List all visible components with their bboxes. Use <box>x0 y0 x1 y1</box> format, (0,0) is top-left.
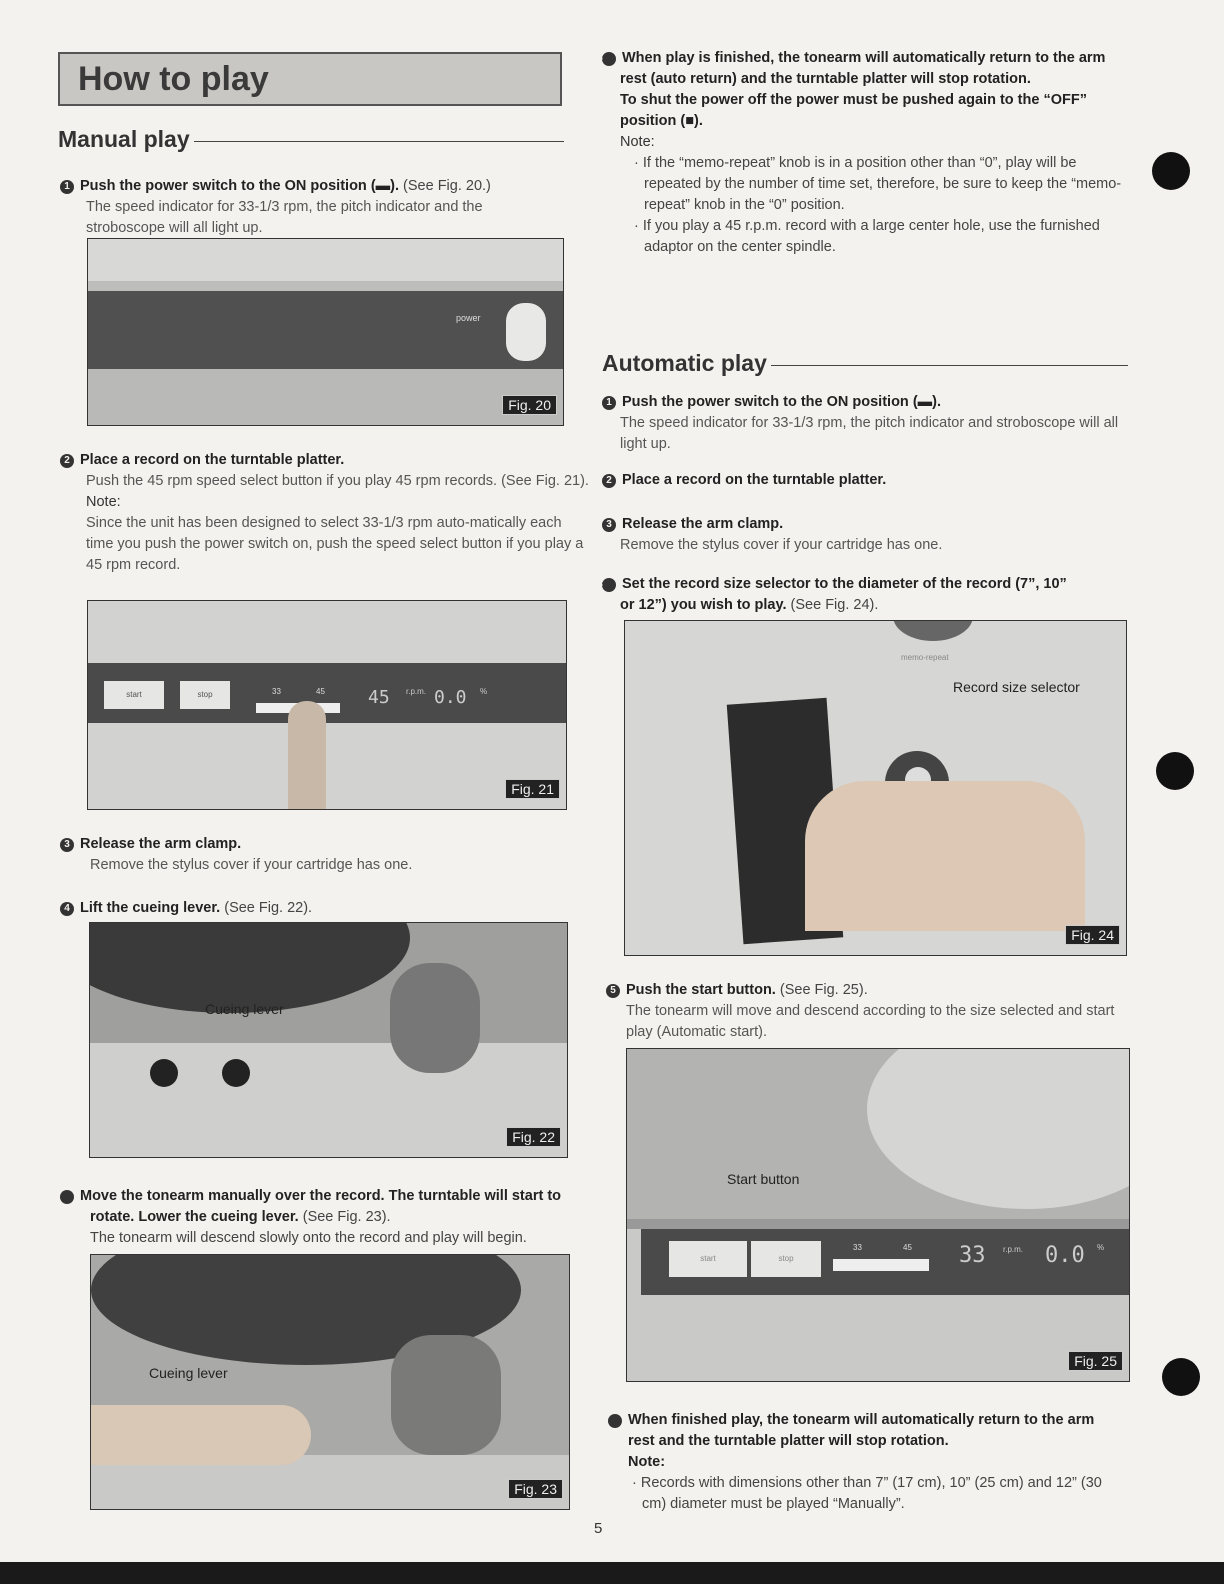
page-title-box <box>58 52 562 106</box>
figure-24: memo-repeat Record size selector Fig. 24 <box>624 620 1127 956</box>
figure-23 <box>90 1254 570 1510</box>
fig-20-label: Fig. 20 <box>502 395 557 415</box>
automatic-play-heading: Automatic play <box>602 350 1128 377</box>
cueing-lever-callout-2: Cueing lever <box>149 1365 228 1381</box>
auto-step-6: 6 When finished play, the tonearm will automatically return to the arm rest and the turntable platter will stop rotation. Note: · Records with dimensions other than 7” (17 cm), 10” (25 cm) and 12” (30 cm) diameter must be played “Manually”. <box>608 1410 1118 1515</box>
figure-21: start stop 33 45 45 r.p.m. 0.0 % Fig. 21 <box>87 600 567 810</box>
fig-22-label: Fig. 22 <box>506 1127 561 1147</box>
punch-hole <box>1152 152 1190 190</box>
auto-step-3: 3 Release the arm clamp. Remove the stylus cover if your cartridge has one. <box>602 514 1132 556</box>
figure-20 <box>87 238 564 426</box>
manual-step-4: 4 Lift the cueing lever. (See Fig. 22). <box>60 898 560 919</box>
punch-hole <box>1156 752 1194 790</box>
power-label: power <box>456 313 481 323</box>
auto-step-2: 2 Place a record on the turntable platter. <box>602 470 1132 491</box>
figure-22 <box>89 922 568 1158</box>
fig-23-label: Fig. 23 <box>508 1479 563 1499</box>
punch-hole <box>1162 1358 1200 1396</box>
cueing-lever-callout: Cueing lever <box>205 1001 284 1017</box>
fig-24-label: Fig. 24 <box>1065 925 1120 945</box>
note-bullet-2: · If you play a 45 r.p.m. record with a large center hole, use the furnished adaptor on the center spindle. <box>634 218 1100 255</box>
fig-21-label: Fig. 21 <box>505 779 560 799</box>
auto-step-5: 5 Push the start button. (See Fig. 25). The tonearm will move and descend according to the size selected and start play (Automatic start). <box>606 980 1126 1043</box>
manual-step-5: 5 Move the tonearm manually over the record. The turntable will start to rotate. Lower the cueing lever. (See Fig. 23). The tonearm will descend slowly onto the record and play will begin. <box>49 1188 562 1246</box>
auto-step-4: 4 Set the record size selector to the diameter of the record (7”, 10” or 12”) you wish to play. (See Fig. 24). <box>597 576 1067 613</box>
page-number: 5 <box>594 1520 603 1537</box>
record-size-selector-callout: Record size selector <box>953 679 1080 695</box>
manual-play-heading: Manual play <box>58 126 564 153</box>
figure-25: start stop 33 45 33 r.p.m. 0.0 % Start button Fig. 25 <box>626 1048 1130 1382</box>
start-button-callout: Start button <box>727 1171 800 1187</box>
auto-step-1: 1 Push the power switch to the ON position (▬). The speed indicator for 33-1/3 rpm, the pitch indicator and stroboscope will all light up. <box>602 392 1132 455</box>
manual-step-2: 2 Place a record on the turntable platter. Push the 45 rpm speed select button if you play 45 rpm records. (See Fig. 21). Note: Since the unit has been designed to select 33-1/3 rpm auto-matically each time you push the power switch on, push the speed select button if you play a 45 rpm record. <box>60 450 590 576</box>
manual-step-6: 6 When play is finished, the tonearm will automatically return to the arm rest (auto return) and the turntable platter will stop rotation. To shut the power off the power must be pushed again to the “OFF” position (■). Note: · If the “memo-repeat” knob is in a position other than “0”, play will be repeated by the number of time set, therefore, be sure to keep the “memo-repeat” knob in the “0” position. · If you play a 45 r.p.m. record with a large center hole, use the furnished adaptor on the center spindle. <box>602 48 1132 258</box>
note-bullet-1: · If the “memo-repeat” knob is in a position other than “0”, play will be repeated by the number of time set, therefore, be sure to keep the “memo-repeat” knob in the “0” position. <box>634 155 1122 213</box>
page-title: How to play <box>78 60 269 98</box>
step-number-1: 1 <box>60 180 74 194</box>
fig-25-label: Fig. 25 <box>1068 1351 1123 1371</box>
manual-step-3: 3 Release the arm clamp. Remove the stylus cover if your cartridge has one. <box>60 834 560 876</box>
auto-note-bullet: · Records with dimensions other than 7” (17 cm), 10” (25 cm) and 12” (30 cm) diameter must be played “Manually”. <box>632 1475 1102 1512</box>
page-bottom-edge <box>0 1562 1224 1584</box>
manual-step-1: 1 Push the power switch to the ON position (▬). (See Fig. 20.) The speed indicator for 33-1/3 rpm, the pitch indicator and the stroboscope will all light up. <box>60 176 560 239</box>
